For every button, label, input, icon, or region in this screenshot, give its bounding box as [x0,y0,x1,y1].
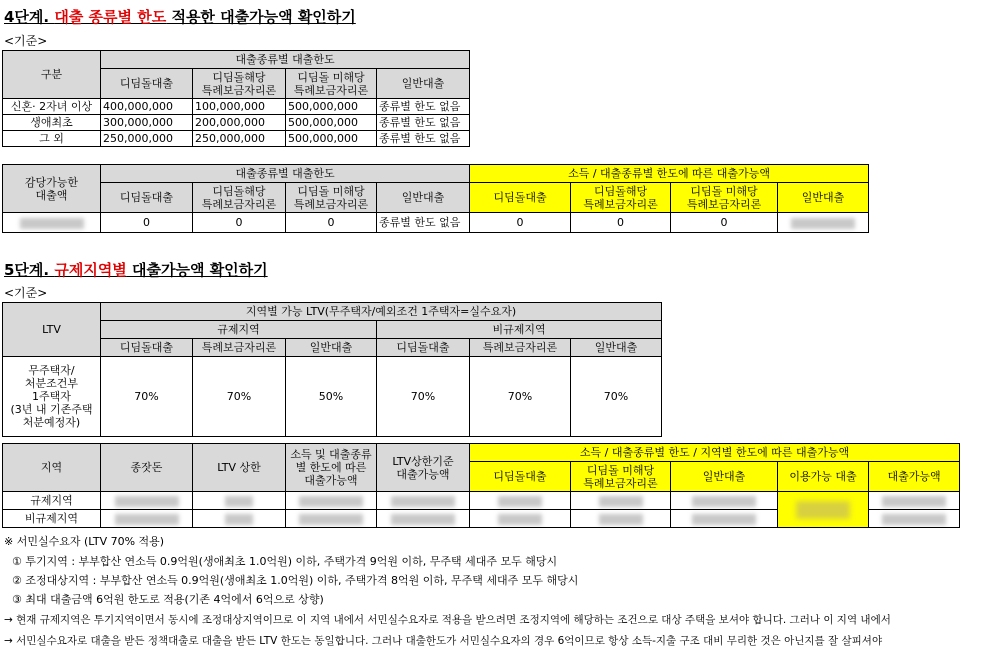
table-row [3,492,960,510]
note-line: ① 투기지역 : 부부합산 연소득 0.9억원(생애최초 1.0억원) 이하, 주택가격 9억원 이하, 무주택 세대주 모두 해당시 [12,555,558,568]
t3-row-label: 무주택자/ 처분조건부 1주택자 (3년 내 기존주택 처분예정자) [3,357,101,437]
note-line: → 서민실수요자로 대출을 받든 정책대출로 대출을 받든 LTV 한도는 동일합니다. 그러나 대출한도가 서민실수요자의 경우 6억이므로 항상 소득-지출 구조 대비 무리한 것은 아닌지를 잘 살피셔야 [4,635,883,647]
note-line: ③ 최대 대출금액 6억원 한도로 적용(기존 4억에서 6억으로 상향) [12,593,324,606]
redacted-cell [286,492,377,510]
redacted-cell [671,492,778,510]
t2-col: 디딤돌 미해당 특례보금자리론 [671,183,778,213]
redacted-cell [101,492,193,510]
regional-capacity-table [2,443,960,528]
t2-col: 디딤돌 미해당 특례보금자리론 [286,183,377,213]
step4-heading: 4단계. 대출 종류별 한도 적용한 대출가능액 확인하기 [4,8,356,26]
loan-limit-table [2,50,470,147]
redacted-cell [101,510,193,528]
cell: 0 [101,213,193,233]
t1-col: 일반대출 [377,69,470,99]
redacted-cell [671,510,778,528]
cell: 500,000,000 [286,115,377,131]
cell: 250,000,000 [101,131,193,147]
cell: 종류별 한도 없음 [377,99,470,115]
cell: 0 [193,213,286,233]
cell: 종류별 한도 없음 [377,213,470,233]
redacted-cell [571,492,671,510]
redacted-cell [869,510,960,528]
row-label: 비규제지역 [3,510,101,528]
t4-col: 디딤돌 미해당 특례보금자리론 [571,462,671,492]
t4-c3: LTV 상한 [193,444,286,492]
t2-group1: 대출종류별 대출한도 [101,165,470,183]
t3-top-header: 지역별 가능 LTV(무주택자/예외조건 1주택자=실수요자) [101,303,662,321]
t4-c1: 지역 [3,444,101,492]
t2-col: 디딤돌대출 [470,183,571,213]
cell: 0 [286,213,377,233]
t2-col: 일반대출 [377,183,470,213]
t4-col-available: 이용가능 대출 [778,462,869,492]
cell: 종류별 한도 없음 [377,131,470,147]
table-row [3,99,470,115]
t4-col-amount: 대출가능액 [869,462,960,492]
cell: 250,000,000 [193,131,286,147]
row-label: 그 외 [3,131,101,147]
redacted-cell [470,492,571,510]
t3-group-regulated: 규제지역 [101,321,377,339]
t1-corner: 구분 [3,51,101,99]
redacted-cell [3,213,101,233]
cell: 0 [470,213,571,233]
table-row [3,131,470,147]
row-label: 생애최초 [3,115,101,131]
cell: 0 [571,213,671,233]
cell: 0 [671,213,778,233]
table-row [3,115,470,131]
cell: 70% [571,357,662,437]
table-row [3,357,662,437]
cell: 종류별 한도 없음 [377,115,470,131]
t1-col: 디딤돌해당 특례보금자리론 [193,69,286,99]
t3-col: 특례보금자리론 [193,339,286,357]
redacted-cell [193,492,286,510]
t3-col: 디딤돌대출 [377,339,470,357]
redacted-cell [571,510,671,528]
t3-col: 일반대출 [286,339,377,357]
step5-heading: 5단계. 규제지역별 대출가능액 확인하기 [4,261,268,279]
cell: 70% [193,357,286,437]
table-row [3,213,869,233]
t4-c2: 종잣돈 [101,444,193,492]
cell: 100,000,000 [193,99,286,115]
redacted-cell [377,492,470,510]
redacted-cell [778,492,869,528]
loan-capacity-table [2,164,869,233]
t1-group-header: 대출종류별 대출한도 [101,51,470,69]
note-line: → 현재 규제지역은 투기지역이면서 동시에 조정대상지역이므로 이 지역 내에서 서민실수요자로 적용을 받으려면 조정지역에 해당하는 조건으로 대상 주택을 보셔야 합니다. 그러나 이 지역 내에서 [4,614,891,626]
redacted-cell [377,510,470,528]
t4-c4: 소득 및 대출종류 별 한도에 따른 대출가능액 [286,444,377,492]
cell: 70% [377,357,470,437]
row-label: 규제지역 [3,492,101,510]
t2-corner: 감당가능한 대출액 [3,165,101,213]
cell: 300,000,000 [101,115,193,131]
step5-basis: <기준> [4,286,48,300]
redacted-cell [286,510,377,528]
redacted-cell [470,510,571,528]
cell: 70% [101,357,193,437]
cell: 400,000,000 [101,99,193,115]
t3-col: 디딤돌대출 [101,339,193,357]
step4-basis: <기준> [4,34,48,48]
t4-col: 일반대출 [671,462,778,492]
t3-col: 일반대출 [571,339,662,357]
redacted-cell [778,213,869,233]
t2-col: 디딤돌해당 특례보금자리론 [571,183,671,213]
cell: 200,000,000 [193,115,286,131]
t4-group: 소득 / 대출종류별 한도 / 지역별 한도에 따른 대출가능액 [470,444,960,462]
t3-corner: LTV [3,303,101,357]
t1-col: 디딤돌대출 [101,69,193,99]
ltv-table [2,302,662,437]
t2-col: 일반대출 [778,183,869,213]
t2-group2: 소득 / 대출종류별 한도에 따른 대출가능액 [470,165,869,183]
t3-col: 특례보금자리론 [470,339,571,357]
t4-col: 디딤돌대출 [470,462,571,492]
cell: 70% [470,357,571,437]
row-label: 신혼· 2자녀 이상 [3,99,101,115]
cell: 500,000,000 [286,99,377,115]
t2-col: 디딤돌해당 특례보금자리론 [193,183,286,213]
note-line: ※ 서민실수요자 (LTV 70% 적용) [4,535,165,548]
note-line: ② 조정대상지역 : 부부합산 연소득 0.9억원(생애최초 1.0억원) 이하, 주택가격 8억원 이하, 무주택 세대주 모두 해당시 [12,574,579,587]
t1-col: 디딤돌 미해당 특례보금자리론 [286,69,377,99]
t3-group-nonregulated: 비규제지역 [377,321,662,339]
redacted-cell [193,510,286,528]
cell: 500,000,000 [286,131,377,147]
redacted-cell [869,492,960,510]
t4-c5: LTV상한기준 대출가능액 [377,444,470,492]
cell: 50% [286,357,377,437]
t2-col: 디딤돌대출 [101,183,193,213]
